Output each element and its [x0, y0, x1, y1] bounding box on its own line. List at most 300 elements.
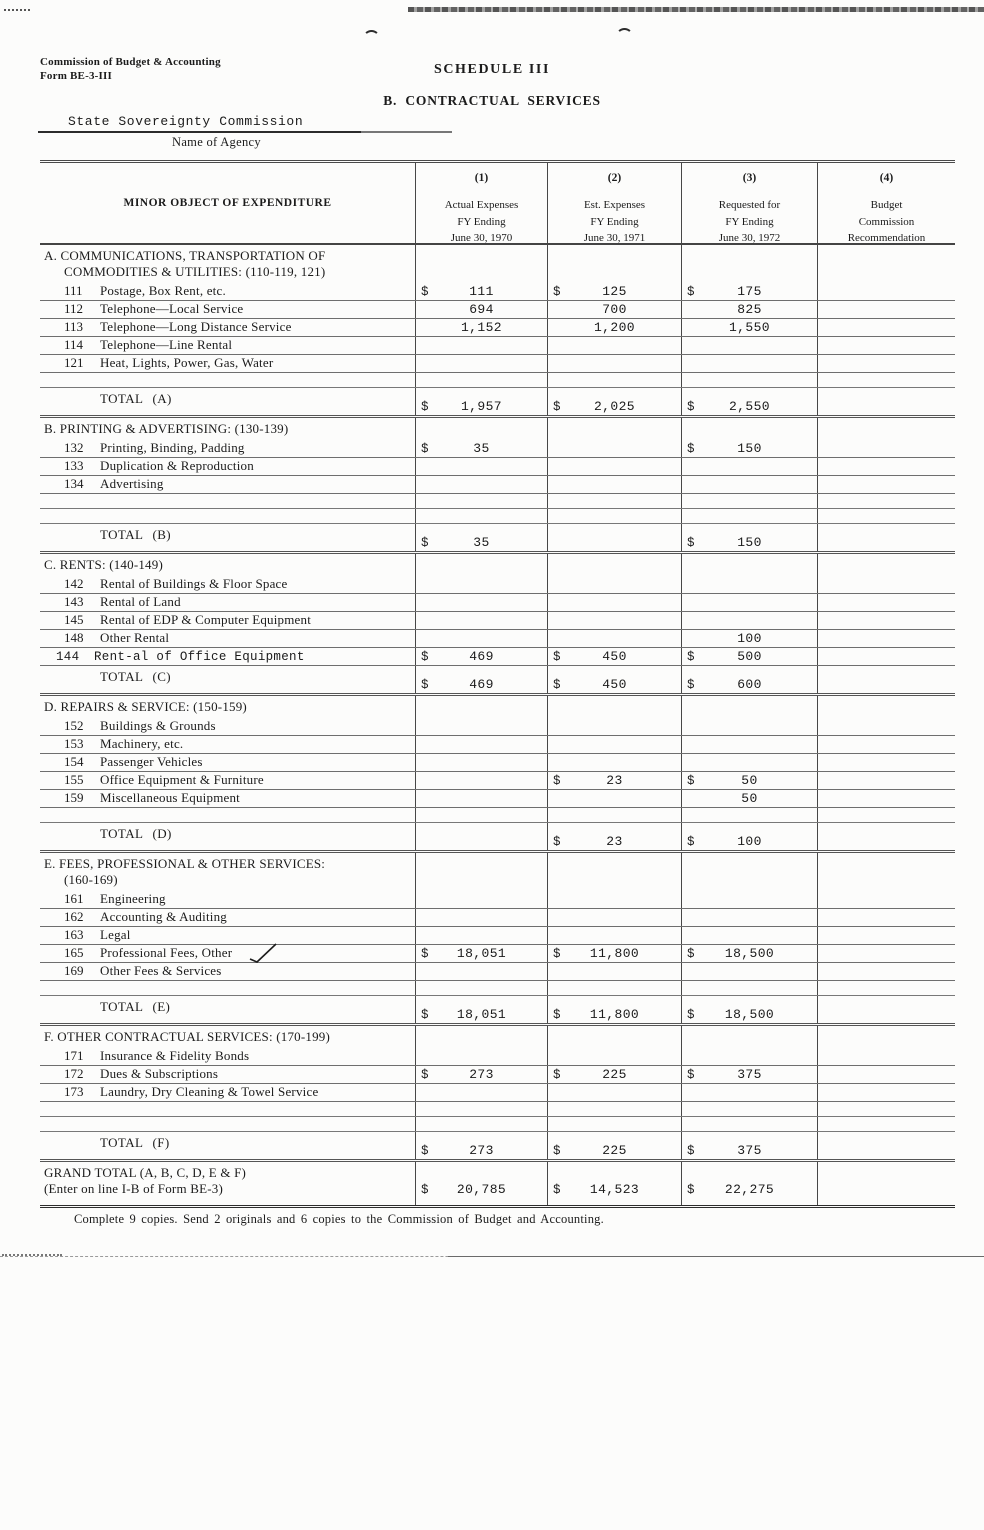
- item-code: 112: [64, 301, 84, 316]
- column-title-line: June 30, 1971: [583, 232, 646, 244]
- column-title-line: Est. Expenses: [583, 199, 646, 211]
- column-title-line: FY Ending: [590, 215, 639, 228]
- amount-cell-col3: [681, 1066, 817, 1083]
- amount-cell-col3: [681, 1162, 817, 1205]
- description-cell: [40, 476, 415, 493]
- amount-cell-col2: [547, 576, 681, 593]
- amount-cell-col1: [415, 853, 547, 891]
- form-number: Form BE-3-III: [40, 70, 112, 83]
- item-label: Telephone—Local Service: [100, 301, 244, 316]
- column-header-2: [547, 163, 681, 243]
- amount-cell-col2: [547, 1048, 681, 1065]
- column-title-line: FY Ending: [725, 215, 774, 228]
- amount-cell-col1: [415, 981, 547, 995]
- amount-value: 1,200: [593, 320, 635, 335]
- description-cell: [40, 718, 415, 735]
- amount-value: 1,957: [460, 399, 502, 414]
- item-label: Insurance & Fidelity Bonds: [100, 1048, 250, 1063]
- amount-value: 2,025: [593, 399, 635, 414]
- amount-cell-col3: [681, 648, 817, 665]
- amount-cell-col2: [547, 554, 681, 576]
- expenditure-row-159: [40, 790, 955, 808]
- description-cell: [40, 283, 415, 300]
- amount-cell-col3: [681, 754, 817, 771]
- amount-cell-col1: [415, 319, 547, 336]
- amount-cell-col3: [681, 458, 817, 475]
- amount-cell-col1: [415, 594, 547, 611]
- amount-cell-col1: [415, 245, 547, 283]
- amount-value: 11,800: [589, 1007, 640, 1022]
- amount-cell-col1: [415, 772, 547, 789]
- section-title-line2: COMMODITIES & UTILITIES: (110-119, 121): [64, 264, 326, 279]
- dollar-sign: $: [421, 536, 429, 550]
- item-code: 144: [56, 650, 80, 664]
- amount-value: 273: [469, 1143, 494, 1158]
- amount-cell-col4: [817, 927, 955, 944]
- amount-cell-col2: [547, 927, 681, 944]
- amount-cell-col1: [415, 736, 547, 753]
- total-label: TOTAL (C): [100, 669, 172, 684]
- amount-cell-col3: [681, 1026, 817, 1048]
- column-title-line: FY Ending: [457, 215, 506, 228]
- dollar-sign: $: [553, 678, 561, 692]
- amount-value: 22,275: [724, 1182, 775, 1197]
- amount-cell-col2: [547, 418, 681, 440]
- description-cell: [40, 1162, 415, 1205]
- amount-cell-col4: [817, 909, 955, 926]
- description-cell: [40, 458, 415, 475]
- description-cell: [40, 418, 415, 440]
- grand-total-label: GRAND TOTAL (A, B, C, D, E & F): [44, 1165, 247, 1180]
- description-cell: [40, 337, 415, 354]
- dollar-sign: $: [687, 1144, 695, 1158]
- column-title-line: Commission: [858, 215, 915, 228]
- expenditure-table: [40, 160, 955, 1208]
- item-code: 162: [64, 909, 84, 924]
- expenditure-row-132: [40, 440, 955, 458]
- column-title-line: Requested for: [718, 199, 781, 211]
- amount-value: 375: [737, 1067, 762, 1082]
- section-title-line: F. OTHER CONTRACTUAL SERVICES: (170-199): [44, 1029, 331, 1044]
- amount-cell-col3: [681, 245, 817, 283]
- amount-cell-col3: [681, 301, 817, 318]
- column-header-4: [817, 163, 955, 243]
- expenditure-row-113: [40, 319, 955, 337]
- amount-cell-col3: [681, 355, 817, 372]
- scan-artifact-top-edge: [408, 7, 984, 12]
- item-label: Passenger Vehicles: [100, 754, 203, 769]
- amount-cell-col1: [415, 945, 547, 962]
- item-label: Engineering: [100, 891, 166, 906]
- amount-value: 469: [469, 649, 494, 664]
- item-code: 172: [64, 1066, 84, 1081]
- amount-cell-col4: [817, 630, 955, 647]
- expenditure-row-121: [40, 355, 955, 373]
- description-cell: [40, 666, 415, 693]
- amount-cell-col3: [681, 388, 817, 415]
- amount-cell-col4: [817, 736, 955, 753]
- amount-cell-col4: [817, 612, 955, 629]
- amount-cell-col4: [817, 388, 955, 415]
- total-row: [40, 1132, 955, 1162]
- amount-cell-col3: [681, 524, 817, 551]
- schedule-title: SCHEDULE III: [433, 62, 551, 77]
- description-cell: [40, 509, 415, 523]
- dollar-sign: $: [687, 650, 695, 664]
- description-cell: [40, 554, 415, 576]
- item-label: Telephone—Line Rental: [100, 337, 233, 352]
- amount-cell-col4: [817, 1066, 955, 1083]
- amount-value: 273: [469, 1067, 494, 1082]
- amount-cell-col3: [681, 594, 817, 611]
- item-code: 132: [64, 440, 84, 455]
- dollar-sign: $: [687, 835, 695, 849]
- amount-cell-col2: [547, 524, 681, 551]
- column-number: (4): [879, 172, 894, 184]
- column-header-3: [681, 163, 817, 243]
- expenditure-row-162: [40, 909, 955, 927]
- form-issuer: Commission of Budget & Accounting: [40, 56, 221, 68]
- amount-cell-col2: [547, 754, 681, 771]
- amount-cell-col2: [547, 981, 681, 995]
- amount-value: 35: [473, 441, 490, 456]
- amount-cell-col1: [415, 909, 547, 926]
- column-title-line: Actual Expenses: [444, 199, 519, 211]
- amount-cell-col3: [681, 909, 817, 926]
- dollar-sign: $: [687, 1008, 695, 1022]
- amount-cell-col4: [817, 754, 955, 771]
- amount-cell-col4: [817, 1102, 955, 1116]
- amount-value: 175: [737, 284, 762, 299]
- amount-cell-col4: [817, 509, 955, 523]
- amount-value: 35: [473, 535, 490, 550]
- amount-cell-col1: [415, 440, 547, 457]
- item-label: Rental of Land: [100, 594, 181, 609]
- amount-cell-col2: [547, 1162, 681, 1205]
- amount-cell-col4: [817, 772, 955, 789]
- dollar-sign: $: [687, 1068, 695, 1082]
- amount-cell-col4: [817, 554, 955, 576]
- description-cell: [40, 927, 415, 944]
- description-cell: [40, 319, 415, 336]
- amount-cell-col3: [681, 1048, 817, 1065]
- amount-cell-col2: [547, 509, 681, 523]
- description-cell: [40, 808, 415, 822]
- amount-cell-col4: [817, 373, 955, 387]
- amount-cell-col4: [817, 696, 955, 718]
- amount-cell-col1: [415, 927, 547, 944]
- item-label: Advertising: [100, 476, 164, 491]
- amount-cell-col3: [681, 440, 817, 457]
- expenditure-row-172: [40, 1066, 955, 1084]
- section-heading-row: [40, 1026, 955, 1048]
- total-row: [40, 666, 955, 696]
- agency-name-caption: Name of Agency: [172, 135, 261, 149]
- dollar-sign: $: [553, 400, 561, 414]
- form-subtitle: B. CONTRACTUAL SERVICES: [383, 93, 601, 108]
- description-cell: [40, 772, 415, 789]
- typed-row-144: [40, 648, 955, 666]
- total-row: [40, 388, 955, 418]
- amount-cell-col2: [547, 696, 681, 718]
- amount-cell-col2: [547, 996, 681, 1023]
- amount-value: 825: [737, 302, 762, 317]
- amount-cell-col1: [415, 1084, 547, 1101]
- amount-cell-col3: [681, 790, 817, 807]
- grand-total-row: [40, 1162, 955, 1208]
- item-label: Machinery, etc.: [100, 736, 184, 751]
- amount-cell-col2: [547, 963, 681, 980]
- amount-cell-col4: [817, 853, 955, 891]
- amount-cell-col1: [415, 696, 547, 718]
- amount-cell-col4: [817, 945, 955, 962]
- section-heading-row: [40, 245, 955, 283]
- item-label: Postage, Box Rent, etc.: [100, 283, 226, 298]
- item-code: 134: [64, 476, 84, 491]
- amount-cell-col1: [415, 808, 547, 822]
- amount-cell-col1: [415, 963, 547, 980]
- amount-value: 700: [602, 302, 627, 317]
- dollar-sign: $: [553, 650, 561, 664]
- amount-value: 1,550: [728, 320, 770, 335]
- description-cell: [40, 594, 415, 611]
- checkmark-annotation: [248, 942, 278, 964]
- amount-cell-col2: [547, 909, 681, 926]
- item-code: 159: [64, 790, 84, 805]
- total-label: TOTAL (B): [100, 527, 172, 542]
- expenditure-row-152: [40, 718, 955, 736]
- section-title-line: A. COMMUNICATIONS, TRANSPORTATION OF: [44, 248, 326, 263]
- expenditure-row-111: [40, 283, 955, 301]
- blank-row: [40, 1117, 955, 1132]
- amount-cell-col1: [415, 1132, 547, 1159]
- amount-cell-col3: [681, 418, 817, 440]
- item-code: 161: [64, 891, 84, 906]
- column-number: (2): [607, 172, 622, 184]
- amount-cell-col1: [415, 554, 547, 576]
- amount-cell-col1: [415, 754, 547, 771]
- item-code: 153: [64, 736, 84, 751]
- expenditure-row-155: [40, 772, 955, 790]
- section-heading-row: [40, 554, 955, 576]
- amount-cell-col4: [817, 981, 955, 995]
- item-code: 169: [64, 963, 84, 978]
- amount-cell-col1: [415, 355, 547, 372]
- grand-total-sublabel: (Enter on line I-B of Form BE-3): [44, 1181, 223, 1196]
- item-code: 142: [64, 576, 84, 591]
- section-title-line2: (160-169): [64, 872, 118, 887]
- column-title: [445, 197, 519, 247]
- total-label: TOTAL (F): [100, 1135, 170, 1150]
- blank-row: [40, 808, 955, 823]
- amount-value: 225: [602, 1067, 627, 1082]
- amount-cell-col4: [817, 996, 955, 1023]
- dollar-sign: $: [553, 1144, 561, 1158]
- item-code: 155: [64, 772, 84, 787]
- dollar-sign: $: [421, 285, 429, 299]
- column-title-line: Budget: [870, 199, 903, 211]
- amount-cell-col1: [415, 1117, 547, 1131]
- amount-value: 450: [602, 677, 627, 692]
- scan-artifact-curl-mark: [616, 28, 633, 36]
- amount-value: 150: [737, 441, 762, 456]
- amount-cell-col4: [817, 494, 955, 508]
- dollar-sign: $: [687, 442, 695, 456]
- total-label: TOTAL (D): [100, 826, 172, 841]
- amount-cell-col1: [415, 476, 547, 493]
- item-label: Other Rental: [100, 630, 170, 645]
- item-code: 171: [64, 1048, 84, 1063]
- description-cell: [40, 355, 415, 372]
- amount-value: 125: [602, 284, 627, 299]
- description-cell: [40, 648, 415, 665]
- amount-cell-col1: [415, 524, 547, 551]
- amount-value: 450: [602, 649, 627, 664]
- item-code: 165: [64, 945, 84, 960]
- amount-cell-col2: [547, 1084, 681, 1101]
- expenditure-row-171: [40, 1048, 955, 1066]
- amount-cell-col3: [681, 1117, 817, 1131]
- expenditure-row-163: [40, 927, 955, 945]
- dollar-sign: $: [553, 1183, 561, 1197]
- item-label: Rental of EDP & Computer Equipment: [100, 612, 312, 627]
- amount-cell-col1: [415, 612, 547, 629]
- dollar-sign: $: [553, 835, 561, 849]
- dollar-sign: $: [421, 1068, 429, 1082]
- expenditure-row-134: [40, 476, 955, 494]
- dollar-sign: $: [421, 678, 429, 692]
- dollar-sign: $: [687, 1183, 695, 1197]
- expenditure-row-112: [40, 301, 955, 319]
- amount-value: 14,523: [589, 1182, 640, 1197]
- expenditure-row-153: [40, 736, 955, 754]
- amount-cell-col1: [415, 1066, 547, 1083]
- description-cell: [40, 388, 415, 415]
- expenditure-row-154: [40, 754, 955, 772]
- amount-cell-col4: [817, 1048, 955, 1065]
- amount-cell-col4: [817, 355, 955, 372]
- total-row: [40, 996, 955, 1026]
- item-label: Heat, Lights, Power, Gas, Water: [100, 355, 274, 370]
- column-number: (1): [474, 172, 489, 184]
- dollar-sign: $: [553, 1008, 561, 1022]
- amount-cell-col1: [415, 823, 547, 850]
- amount-cell-col2: [547, 458, 681, 475]
- dollar-sign: $: [687, 536, 695, 550]
- item-code: 133: [64, 458, 84, 473]
- amount-value: 469: [469, 677, 494, 692]
- amount-cell-col4: [817, 476, 955, 493]
- amount-cell-col4: [817, 245, 955, 283]
- amount-cell-col3: [681, 1102, 817, 1116]
- expenditure-row-165: [40, 945, 955, 963]
- column-title-line: June 30, 1972: [718, 232, 781, 244]
- item-code: 143: [64, 594, 84, 609]
- description-cell: [40, 1048, 415, 1065]
- amount-cell-col2: [547, 1102, 681, 1116]
- description-cell: [40, 612, 415, 629]
- amount-cell-col2: [547, 891, 681, 908]
- amount-cell-col2: [547, 1066, 681, 1083]
- amount-cell-col1: [415, 1048, 547, 1065]
- item-label: Printing, Binding, Padding: [100, 440, 245, 455]
- amount-value: 100: [737, 631, 762, 646]
- scan-artifact-top-tick: [4, 9, 30, 11]
- amount-cell-col3: [681, 808, 817, 822]
- item-label: Telephone—Long Distance Service: [100, 319, 292, 334]
- column-title-line: June 30, 1970: [450, 232, 513, 244]
- total-row: [40, 823, 955, 853]
- amount-value: 111: [469, 284, 494, 299]
- blank-row: [40, 494, 955, 509]
- amount-cell-col2: [547, 594, 681, 611]
- total-row: [40, 524, 955, 554]
- amount-value: 375: [737, 1143, 762, 1158]
- amount-cell-col1: [415, 337, 547, 354]
- amount-cell-col4: [817, 808, 955, 822]
- amount-cell-col2: [547, 666, 681, 693]
- amount-value: 225: [602, 1143, 627, 1158]
- item-code: 154: [64, 754, 84, 769]
- amount-cell-col2: [547, 494, 681, 508]
- amount-cell-col1: [415, 630, 547, 647]
- amount-cell-col2: [547, 736, 681, 753]
- amount-cell-col4: [817, 790, 955, 807]
- amount-value: 150: [737, 535, 762, 550]
- amount-cell-col2: [547, 245, 681, 283]
- column-title: [848, 197, 926, 247]
- amount-cell-col1: [415, 718, 547, 735]
- amount-cell-col2: [547, 772, 681, 789]
- item-label: Rental of Buildings & Floor Space: [100, 576, 288, 591]
- agency-name-underline: [38, 131, 452, 133]
- scan-artifact-curl-mark: [363, 30, 380, 38]
- amount-cell-col4: [817, 337, 955, 354]
- scan-artifact-bottom-line-dark: [448, 1256, 984, 1257]
- amount-cell-col2: [547, 301, 681, 318]
- amount-value: 500: [737, 649, 762, 664]
- expenditure-row-148: [40, 630, 955, 648]
- scan-artifact-bottom-tick: [2, 1254, 62, 1256]
- amount-cell-col3: [681, 981, 817, 995]
- item-code: 113: [64, 319, 84, 334]
- amount-cell-col3: [681, 927, 817, 944]
- description-cell: [40, 630, 415, 647]
- amount-cell-col4: [817, 418, 955, 440]
- dollar-sign: $: [421, 1144, 429, 1158]
- dollar-sign: $: [421, 1008, 429, 1022]
- dollar-sign: $: [687, 285, 695, 299]
- amount-cell-col1: [415, 283, 547, 300]
- section-title-line: B. PRINTING & ADVERTISING: (130-139): [44, 421, 289, 436]
- dollar-sign: $: [553, 774, 561, 788]
- amount-cell-col1: [415, 1162, 547, 1205]
- amount-value: 2,550: [728, 399, 770, 414]
- amount-cell-col3: [681, 612, 817, 629]
- amount-cell-col2: [547, 319, 681, 336]
- description-cell: [40, 1066, 415, 1083]
- amount-cell-col3: [681, 945, 817, 962]
- amount-value: 18,500: [724, 1007, 775, 1022]
- expenditure-row-173: [40, 1084, 955, 1102]
- amount-cell-col3: [681, 736, 817, 753]
- amount-cell-col4: [817, 718, 955, 735]
- amount-cell-col3: [681, 696, 817, 718]
- item-label: Accounting & Auditing: [100, 909, 227, 924]
- column-number: (3): [742, 172, 757, 184]
- dollar-sign: $: [421, 650, 429, 664]
- expenditure-row-114: [40, 337, 955, 355]
